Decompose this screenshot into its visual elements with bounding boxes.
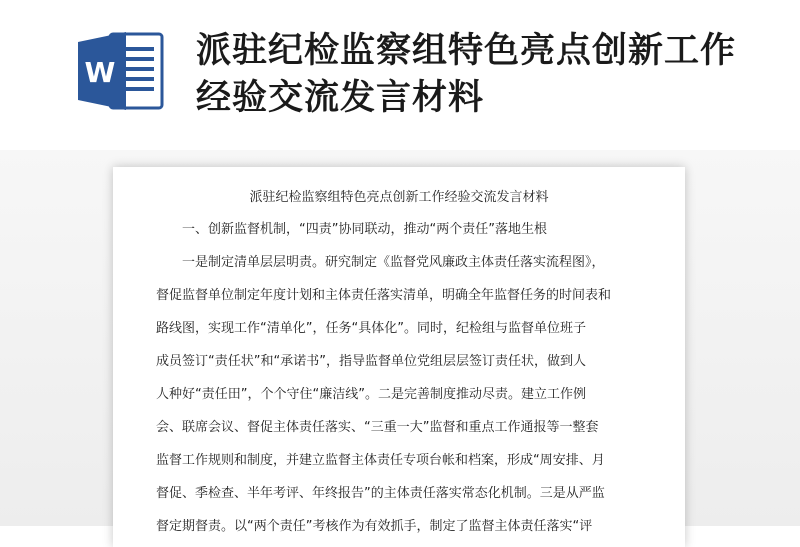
banner xyxy=(0,0,800,150)
word-icon-letter: W xyxy=(84,56,116,89)
paragraph-line: 督定期督责。以“两个责任”考核作为有效抓手，制定了监督主体责任落实“评 xyxy=(156,519,593,534)
document-title: 派驻纪检监察组特色亮点创新工作经验交流发言材料 xyxy=(249,190,549,205)
paragraph-line: 会、联席会议、督促主体责任落实、“三重一大”监督和重点工作通报等一整套 xyxy=(156,420,599,435)
paragraph-line: 成员签订“责任状”和“承诺书”，指导监督单位党组层层签订责任状，做到人 xyxy=(156,354,586,369)
paragraph-line: 督促、季检查、半年考评、年终报告”的主体责任落实常态化机制。三是从严监 xyxy=(156,486,605,501)
document-page xyxy=(113,167,685,547)
section-heading: 一、创新监督机制，“四责”协同联动，推动“两个责任”落地生根 xyxy=(182,222,547,237)
paragraph-line: 路线图，实现工作“清单化”，任务“具体化”。同时，纪检组与监督单位班子 xyxy=(156,321,586,336)
paragraph-line: 一是制定清单层层明责。研究制定《监督党风廉政主体责任落实流程图》， xyxy=(182,255,605,270)
word-document-icon xyxy=(76,30,166,112)
paragraph-line: 监督工作规则和制度，并建立监督主体责任专项台帐和档案，形成“周安排、月 xyxy=(156,453,605,468)
paragraph-line: 督促监督单位制定年度计划和主体责任落实清单，明确全年监督任务的时间表和 xyxy=(156,288,612,303)
banner-title: 派驻纪检监察组特色亮点创新工作经验交流发言材料 xyxy=(196,31,737,118)
paragraph-line: 人种好“责任田”，个个守住“廉洁线”。二是完善制度推动尽责。建立工作例 xyxy=(156,387,586,402)
